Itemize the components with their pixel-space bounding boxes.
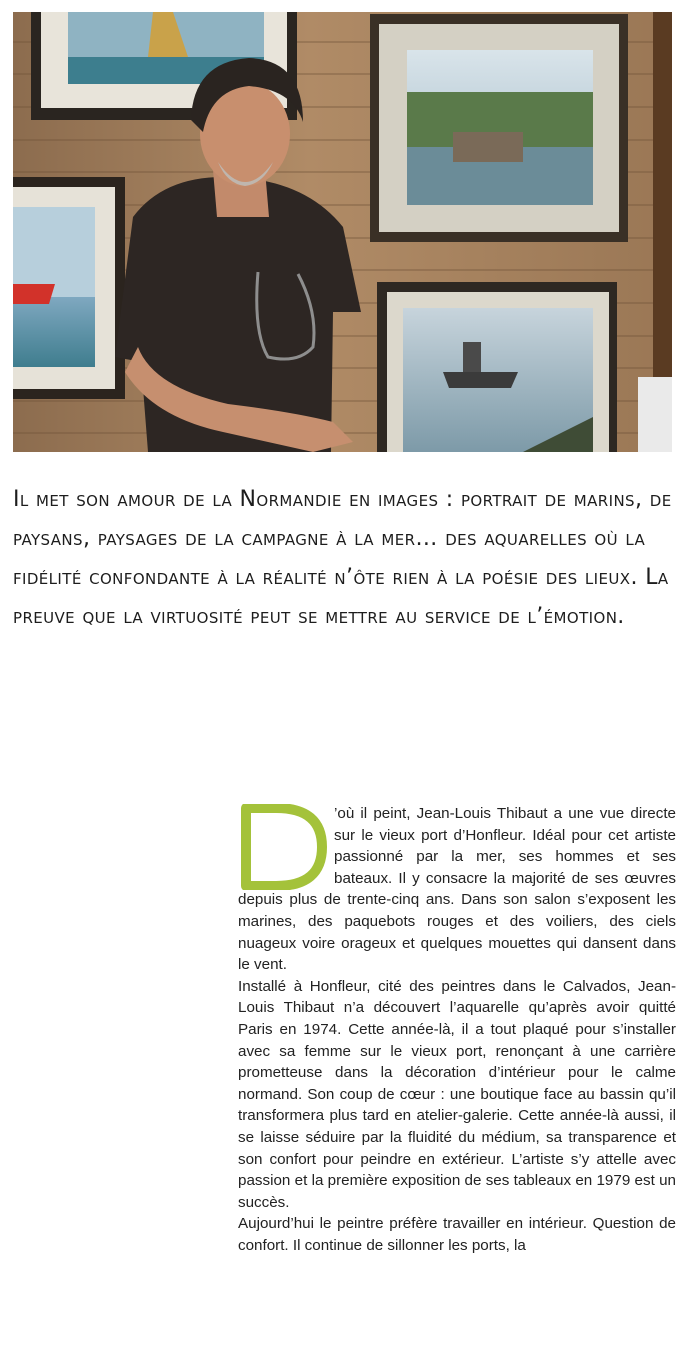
paragraph-text: ’où il peint, Jean-Louis Thibaut a une vue directe sur le vieux port d’Honfleur. Idéal pour cet artiste passionné par la mer, ses hommes et ses bateaux. Il y consacre la majorité de ses œuvres depuis plus de trente-cinq ans. Dans son salon s’exposent les marines, des paquebots rouges et des voiliers, des ciels nuageux voire orageux et quelques mouettes qui dansent dans le vent. (238, 805, 676, 974)
article-paragraph-2: Installé à Honfleur, cité des peintres dans le Calvados, Jean-Louis Thibaut n’a découvert l’aquarelle qu’après avoir quitté Paris en 1974. Cette année-là, il a tout plaqué pour s’installer avec sa femme sur le vieux port, renonçant à une carrière prometteuse dans la décoration d’intérieur pour le calme normand. Son coup de cœur : une boutique face au bassin qu’il transformera plus tard en atelier-galerie. Cette année-là aussi, il se laisse séduire par la fluidité du médium, sa transparence et son confort pour peindre en extérieur. L’artiste s’y attelle avec passion et la première exposition de ses tableaux en 1979 est un succès. (238, 977, 676, 1211)
article-paragraph-1 (238, 803, 676, 976)
artist-portrait-photo (13, 12, 672, 452)
article-paragraph-3: Aujourd’hui le peintre préfère travailler en intérieur. Question de confort. Il continue de sillonner les ports, la (238, 1215, 676, 1254)
article-lead: Il met son amour de la Normandie en images : portrait de marins, de paysans, paysages de la campagne à la mer… des aquarelles où la fidélité confondante à la réalité n’ôte rien à la poésie des lieux. La preuve que la virtuosité peut se mettre au service de l’émotion. (13, 487, 672, 629)
article-body (238, 803, 676, 1256)
painting-red-boat (13, 177, 125, 399)
painting-cliff-harbor (370, 14, 628, 242)
painting-ship (377, 282, 617, 452)
dropcap-letter (238, 804, 330, 890)
